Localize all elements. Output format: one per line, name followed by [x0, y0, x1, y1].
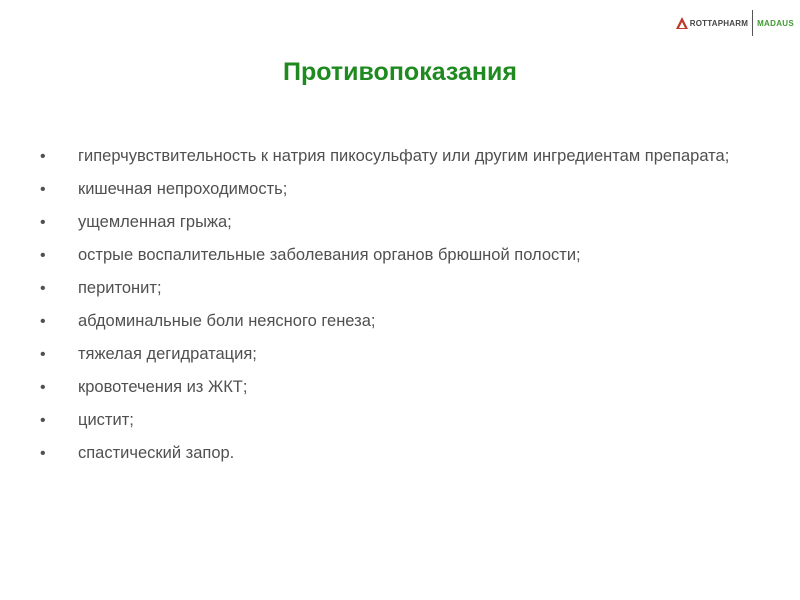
contraindications-list [40, 143, 760, 473]
list-item-text: гиперчувствительность к натрия пикосульфату или другим ингредиентам препарата; [78, 147, 730, 165]
logo-divider [752, 10, 753, 36]
list-item-text: цистит; [78, 411, 134, 429]
list-item-text: кишечная непроходимость; [78, 180, 288, 198]
company-logo [675, 8, 794, 38]
list-item-text: острые воспалительные заболевания органов брюшной полости; [78, 246, 581, 264]
logo-left-text: ROTTAPHARM [689, 18, 749, 28]
bullet-icon: • [40, 379, 46, 396]
bullet-icon: • [40, 247, 46, 264]
list-item [40, 407, 760, 434]
slide-title: Противопоказания [283, 58, 517, 86]
list-item-text: кровотечения из ЖКТ; [78, 378, 248, 396]
list-item [40, 374, 760, 401]
logo-right-text: MADAUS [757, 18, 794, 28]
bullet-icon: • [40, 346, 46, 363]
list-item [40, 275, 760, 302]
list-item [40, 176, 760, 203]
bullet-icon: • [40, 412, 46, 429]
bullet-icon: • [40, 148, 46, 165]
list-item [40, 341, 760, 368]
list-item [40, 440, 760, 467]
list-item-text: перитонит; [78, 279, 162, 297]
list-item [40, 143, 760, 170]
bullet-icon: • [40, 313, 46, 330]
list-item [40, 308, 760, 335]
list-item-text: спастический запор. [78, 444, 235, 462]
list-item-text: абдоминальные боли неясного генеза; [78, 312, 376, 330]
list-item-text: ущемленная грыжа; [78, 213, 232, 231]
list-item-text: тяжелая дегидратация; [78, 345, 257, 363]
list-item [40, 242, 760, 269]
bullet-icon: • [40, 214, 46, 231]
triangle-logo-icon [675, 16, 689, 30]
list-item [40, 209, 760, 236]
bullet-icon: • [40, 445, 46, 462]
bullet-icon: • [40, 181, 46, 198]
bullet-icon: • [40, 280, 46, 297]
